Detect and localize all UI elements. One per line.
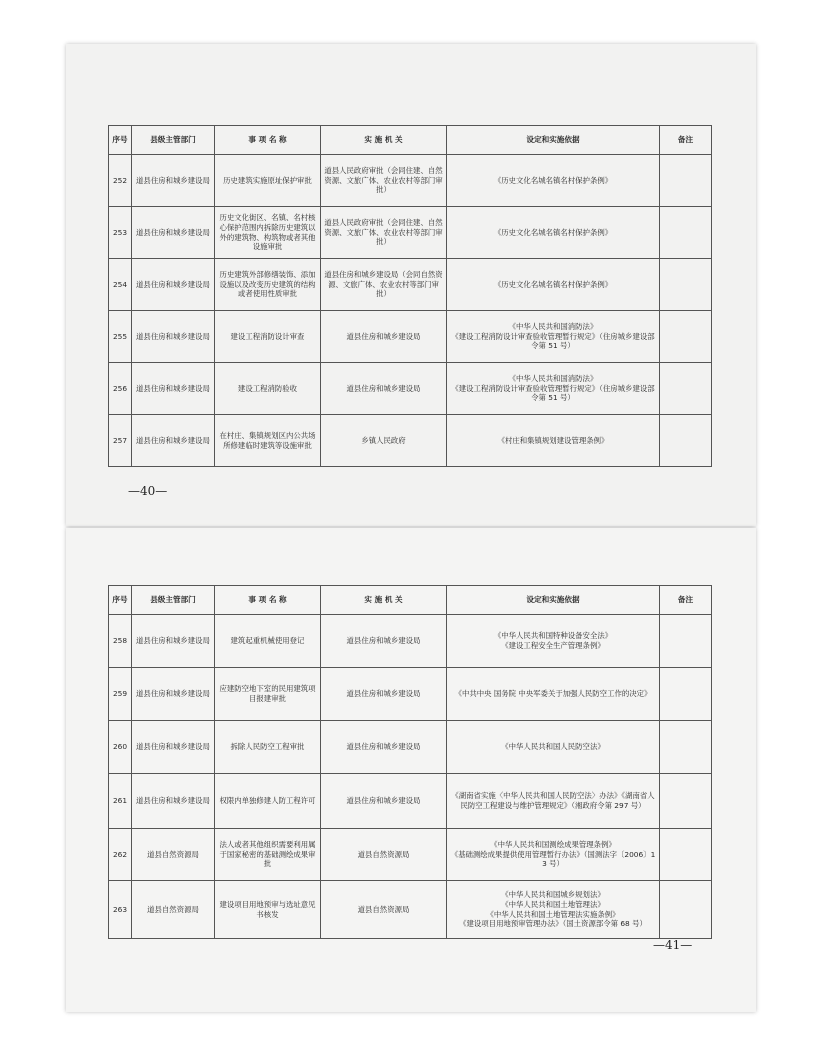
row-item: 历史文化街区、名镇、名村核心保护范围内拆除历史建筑以外的建筑物、构筑物或者其他设施审批 [215,207,321,259]
row-no: 254 [109,259,132,311]
row-dept: 道县自然资源局 [132,829,215,881]
row-remark [660,415,712,467]
basis-line: 《中华人民共和国特种设备安全法》 [493,631,613,641]
row-basis [447,311,660,363]
page-41 [66,528,756,1012]
row-no: 260 [109,721,132,774]
table-row [109,881,712,939]
row-item: 法人或者其他组织需要利用属于国家秘密的基础测绘成果审批 [215,829,321,881]
row-dept: 道县住房和城乡建设局 [132,615,215,668]
table-row [109,774,712,829]
row-remark [660,829,712,881]
header-authority: 实 施 机 关 [321,586,447,615]
page-number: —41— [653,938,693,952]
row-remark [660,207,712,259]
header-authority: 实 施 机 关 [321,126,447,155]
header-no: 序号 [109,126,132,155]
row-no: 258 [109,615,132,668]
row-authority: 道县住房和城乡建设局 [321,721,447,774]
basis-line: 《村庄和集镇规划建设管理条例》 [497,435,609,445]
row-remark [660,668,712,721]
basis-line: 《历史文化名城名镇名村保护条例》 [493,227,613,237]
table-row [109,207,712,259]
row-no: 253 [109,207,132,259]
row-authority: 道县自然资源局 [321,881,447,939]
row-dept: 道县住房和城乡建设局 [132,668,215,721]
basis-line: 《建设工程安全生产管理条例》 [501,641,605,650]
basis-line: 《中华人民共和国测绘成果管理条例》 [490,839,616,849]
basis-line: 《中华人民共和国城乡规划法》 [501,889,605,899]
table-header-row [109,586,712,615]
row-dept: 道县住房和城乡建设局 [132,311,215,363]
row-remark [660,721,712,774]
row-no: 257 [109,415,132,467]
row-authority: 乡镇人民政府 [321,415,447,467]
row-dept: 道县住房和城乡建设局 [132,774,215,829]
row-dept: 道县住房和城乡建设局 [132,363,215,415]
row-item: 拆除人民防空工程审批 [215,721,321,774]
table-row [109,829,712,881]
header-item: 事 项 名 称 [215,586,321,615]
row-authority: 道县人民政府审批（会同住建、自然资源、文旅广体、农业农村等部门审批） [321,155,447,207]
table-row [109,721,712,774]
row-item: 建设项目用地预审与选址意见书核发 [215,881,321,939]
row-dept: 道县住房和城乡建设局 [132,259,215,311]
row-remark [660,774,712,829]
row-no: 256 [109,363,132,415]
row-dept: 道县住房和城乡建设局 [132,415,215,467]
row-remark [660,881,712,939]
row-remark [660,311,712,363]
row-basis [447,415,660,467]
row-remark [660,155,712,207]
basis-line: 《历史文化名城名镇名村保护条例》 [493,279,613,289]
basis-line: 《建设工程消防设计审查验收管理暂行规定》（住房城乡建设部令第 51 号） [451,383,655,403]
basis-line: 《建设工程消防设计审查验收管理暂行规定》（住房城乡建设部令第 51 号） [451,331,655,351]
row-basis [447,259,660,311]
row-basis [447,774,660,829]
header-remark: 备注 [660,126,712,155]
table-row [109,668,712,721]
row-item: 建设工程消防设计审查 [215,311,321,363]
header-basis: 设定和实施依据 [447,126,660,155]
basis-line: 《中华人民共和国消防法》 [508,373,598,383]
row-item: 应建防空地下室的民用建筑项目报建审批 [215,668,321,721]
row-authority: 道县住房和城乡建设局（会同自然资源、文旅广体、农业农村等部门审批） [321,259,447,311]
table-row [109,259,712,311]
basis-line: 《中华人民共和国土地管理法实施条例》 [486,909,620,919]
page-40 [66,44,756,526]
basis-line: 《湖南省实施〈中华人民共和国人民防空法〉办法》《湖南省人民防空工程建设与维护管理规定》（湘政府令第 297 号） [451,791,655,810]
table-row [109,311,712,363]
table-row [109,155,712,207]
row-authority: 道县住房和城乡建设局 [321,615,447,668]
table-row [109,415,712,467]
approval-table [108,585,712,939]
header-dept: 县级主管部门 [132,126,215,155]
row-authority: 道县住房和城乡建设局 [321,668,447,721]
row-item: 建设工程消防验收 [215,363,321,415]
row-no: 259 [109,668,132,721]
basis-line: 《中华人民共和国土地管理法》 [501,899,605,909]
row-no: 252 [109,155,132,207]
row-authority: 道县住房和城乡建设局 [321,363,447,415]
row-basis [447,207,660,259]
header-item: 事 项 名 称 [215,126,321,155]
row-no: 261 [109,774,132,829]
basis-line: 《中华人民共和国人民防空法》 [501,742,605,752]
row-basis [447,721,660,774]
row-no: 255 [109,311,132,363]
row-authority: 道县人民政府审批（会同住建、自然资源、文旅广体、农业农村等部门审批） [321,207,447,259]
row-basis [447,363,660,415]
row-item: 建筑起重机械使用登记 [215,615,321,668]
row-dept: 道县自然资源局 [132,881,215,939]
header-no: 序号 [109,586,132,615]
basis-line: 《历史文化名城名镇名村保护条例》 [493,175,613,185]
row-remark [660,615,712,668]
row-no: 262 [109,829,132,881]
basis-line: 《基础测绘成果提供使用管理暂行办法》（国测法字〔2006〕13 号） [450,849,656,869]
row-basis [447,668,660,721]
basis-line: 《中共中央 国务院 中央军委关于加强人民防空工作的决定》 [454,689,652,699]
header-basis: 设定和实施依据 [447,586,660,615]
row-basis [447,829,660,881]
row-remark [660,259,712,311]
row-dept: 道县住房和城乡建设局 [132,721,215,774]
row-item: 历史建筑实施原址保护审批 [215,155,321,207]
header-remark: 备注 [660,586,712,615]
row-item: 在村庄、集镇规划区内公共场所修建临时建筑等设施审批 [215,415,321,467]
header-dept: 县级主管部门 [132,586,215,615]
page-number: —40— [128,484,168,498]
row-basis [447,155,660,207]
table-header-row [109,126,712,155]
row-dept: 道县住房和城乡建设局 [132,207,215,259]
table-row [109,615,712,668]
row-authority: 道县自然资源局 [321,829,447,881]
row-no: 263 [109,881,132,939]
row-remark [660,363,712,415]
row-authority: 道县住房和城乡建设局 [321,774,447,829]
basis-line: 《建设项目用地预审管理办法》（国土资源部令第 68 号） [459,919,647,929]
basis-line: 《中华人民共和国消防法》 [508,321,598,331]
row-item: 权限内单独修建人防工程许可 [215,774,321,829]
table-row [109,363,712,415]
row-basis [447,881,660,939]
row-basis [447,615,660,668]
approval-table [108,125,712,467]
row-item: 历史建筑外部修缮装饰、添加设施以及改变历史建筑的结构或者使用性质审批 [215,259,321,311]
row-authority: 道县住房和城乡建设局 [321,311,447,363]
row-dept: 道县住房和城乡建设局 [132,155,215,207]
